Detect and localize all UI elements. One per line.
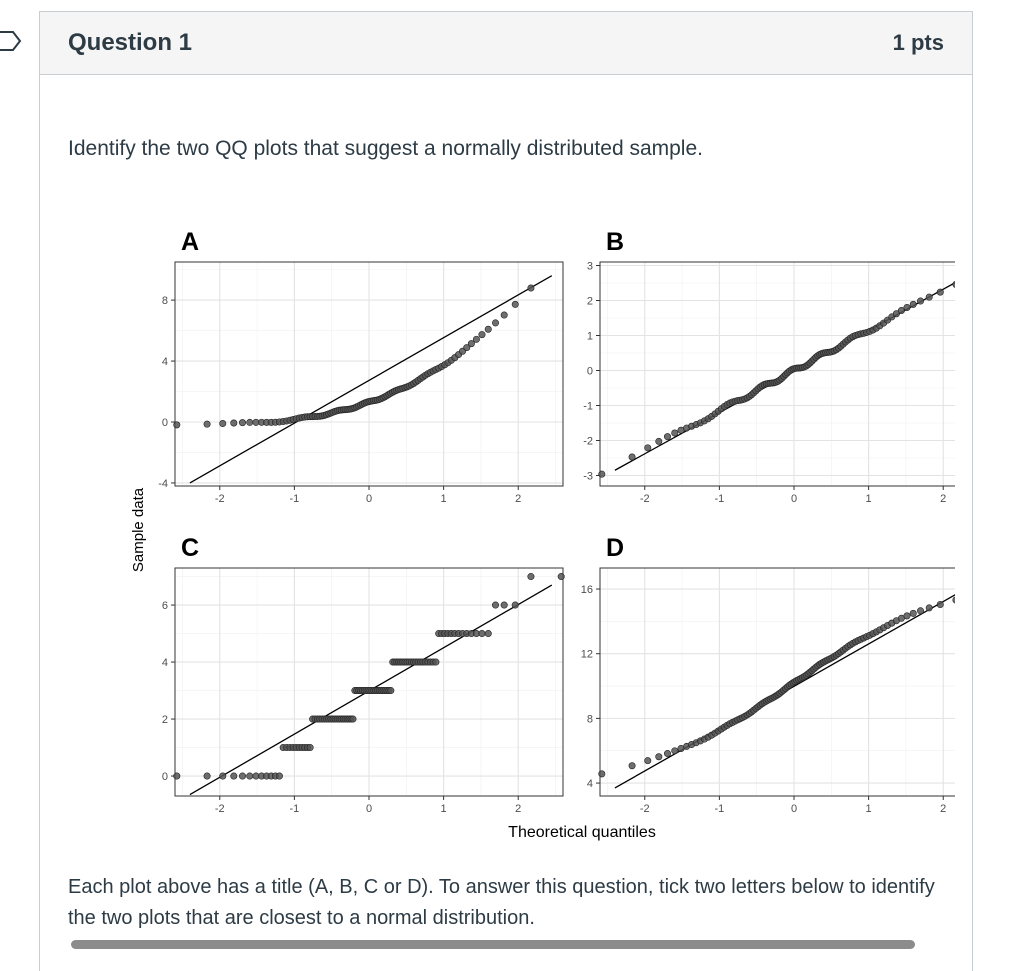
question-card [39, 11, 973, 971]
x-tick-label: 0 [790, 493, 798, 505]
question-title: Question 1 [68, 29, 193, 56]
qq-plots-figure [85, 212, 955, 857]
data-point [672, 748, 678, 754]
y-tick-label: -4 [158, 477, 168, 490]
plot-title-c: C [181, 534, 200, 562]
data-point [926, 605, 932, 611]
plot-title-a: A [181, 228, 200, 256]
x-tick-label: -1 [289, 803, 300, 815]
x-tick-label: 1 [865, 493, 872, 505]
y-tick-label: -1 [583, 400, 593, 413]
y-tick-label: 8 [586, 713, 593, 726]
data-point [479, 630, 485, 636]
question-prompt: Identify the two QQ plots that suggest a normally distributed sample. [68, 137, 703, 160]
data-point [926, 294, 932, 300]
data-point [937, 601, 943, 607]
y-tick-label: 0 [161, 771, 168, 784]
data-point [672, 430, 678, 436]
data-point [629, 763, 635, 769]
data-point [910, 301, 916, 307]
data-point [350, 716, 356, 722]
y-tick-label: 0 [586, 365, 593, 378]
data-point [917, 608, 923, 614]
x-tick-label: 2 [515, 493, 522, 505]
y-tick-label: 4 [161, 657, 168, 670]
data-point [917, 298, 923, 304]
x-tick-label: 0 [365, 803, 373, 815]
x-tick-label: -2 [639, 803, 650, 815]
data-point [664, 750, 670, 756]
y-tick-label: 8 [161, 295, 168, 308]
data-point [528, 285, 534, 291]
data-point [485, 326, 491, 332]
y-tick-label: 2 [161, 714, 168, 727]
y-tick-label: -3 [583, 470, 593, 483]
data-point [433, 659, 439, 665]
data-point [599, 771, 605, 777]
data-point [247, 773, 253, 779]
data-point [239, 419, 245, 425]
data-point [231, 420, 237, 426]
x-tick-label: 1 [440, 493, 447, 505]
data-point [479, 331, 485, 337]
qq-plot-b [583, 228, 955, 505]
data-point [629, 454, 635, 460]
data-point [485, 630, 491, 636]
plot-title-b: B [606, 228, 625, 256]
plot-panel-b [600, 262, 955, 486]
data-point [247, 419, 253, 425]
qq-plot-c [162, 534, 565, 815]
plot-title-d: D [606, 534, 625, 562]
data-point [937, 289, 943, 295]
data-point [220, 773, 226, 779]
data-point [904, 304, 910, 310]
x-tick-label: 0 [790, 803, 798, 815]
x-tick-label: 2 [940, 493, 947, 505]
y-tick-label: 4 [161, 356, 168, 369]
question-flag-icon[interactable] [0, 30, 22, 52]
data-point [656, 754, 662, 760]
data-point [501, 312, 507, 318]
plot-panel-d [600, 568, 955, 796]
y-tick-label: 4 [586, 778, 593, 791]
x-tick-label: 2 [940, 803, 947, 815]
x-axis-label: Theoretical quantiles [508, 824, 656, 841]
y-tick-label: 2 [586, 295, 593, 308]
data-point [307, 744, 313, 750]
x-tick-label: -2 [639, 493, 650, 505]
y-tick-label: 1 [586, 330, 593, 343]
data-point [664, 433, 670, 439]
x-tick-label: -1 [289, 493, 300, 505]
data-point [492, 602, 498, 608]
data-point [239, 773, 245, 779]
data-point [910, 610, 916, 616]
data-point [501, 602, 507, 608]
qq-plot-a [158, 228, 563, 505]
data-point [473, 336, 479, 342]
horizontal-scrollbar[interactable] [71, 940, 915, 949]
data-point [174, 773, 180, 779]
data-point [645, 445, 651, 451]
data-point [276, 773, 282, 779]
data-point [599, 471, 605, 477]
data-point [231, 773, 237, 779]
data-point [512, 301, 518, 307]
data-point [204, 773, 210, 779]
x-tick-label: 2 [515, 803, 522, 815]
y-tick-label: 16 [580, 584, 593, 597]
qq-plot-d [581, 534, 955, 815]
data-point [204, 421, 210, 427]
y-tick-label: 6 [161, 600, 168, 613]
y-tick-label: 3 [586, 260, 593, 273]
data-point [388, 687, 394, 693]
x-tick-label: -2 [214, 803, 225, 815]
question-instructions: Each plot above has a title (A, B, C or D). To answer this question, tick two letters below to identify the two plots that are closest to a normal distribution. [68, 876, 935, 929]
y-tick-label: -2 [583, 435, 593, 448]
data-point [174, 422, 180, 428]
question-points: 1 pts [892, 30, 944, 55]
x-tick-label: 0 [365, 493, 373, 505]
y-axis-label: Sample data [130, 487, 147, 573]
data-point [220, 420, 226, 426]
x-tick-label: -1 [714, 493, 725, 505]
question-header [40, 12, 972, 75]
data-point [656, 438, 662, 444]
x-tick-label: -1 [714, 803, 725, 815]
x-tick-label: 1 [440, 803, 447, 815]
data-point [558, 573, 564, 579]
y-tick-label: 12 [580, 648, 593, 661]
data-point [512, 602, 518, 608]
data-point [904, 613, 910, 619]
x-tick-label: -2 [214, 493, 225, 505]
data-point [528, 573, 534, 579]
data-point [645, 757, 651, 763]
x-tick-label: 1 [865, 803, 872, 815]
data-point [492, 320, 498, 326]
y-tick-label: 0 [161, 417, 168, 429]
